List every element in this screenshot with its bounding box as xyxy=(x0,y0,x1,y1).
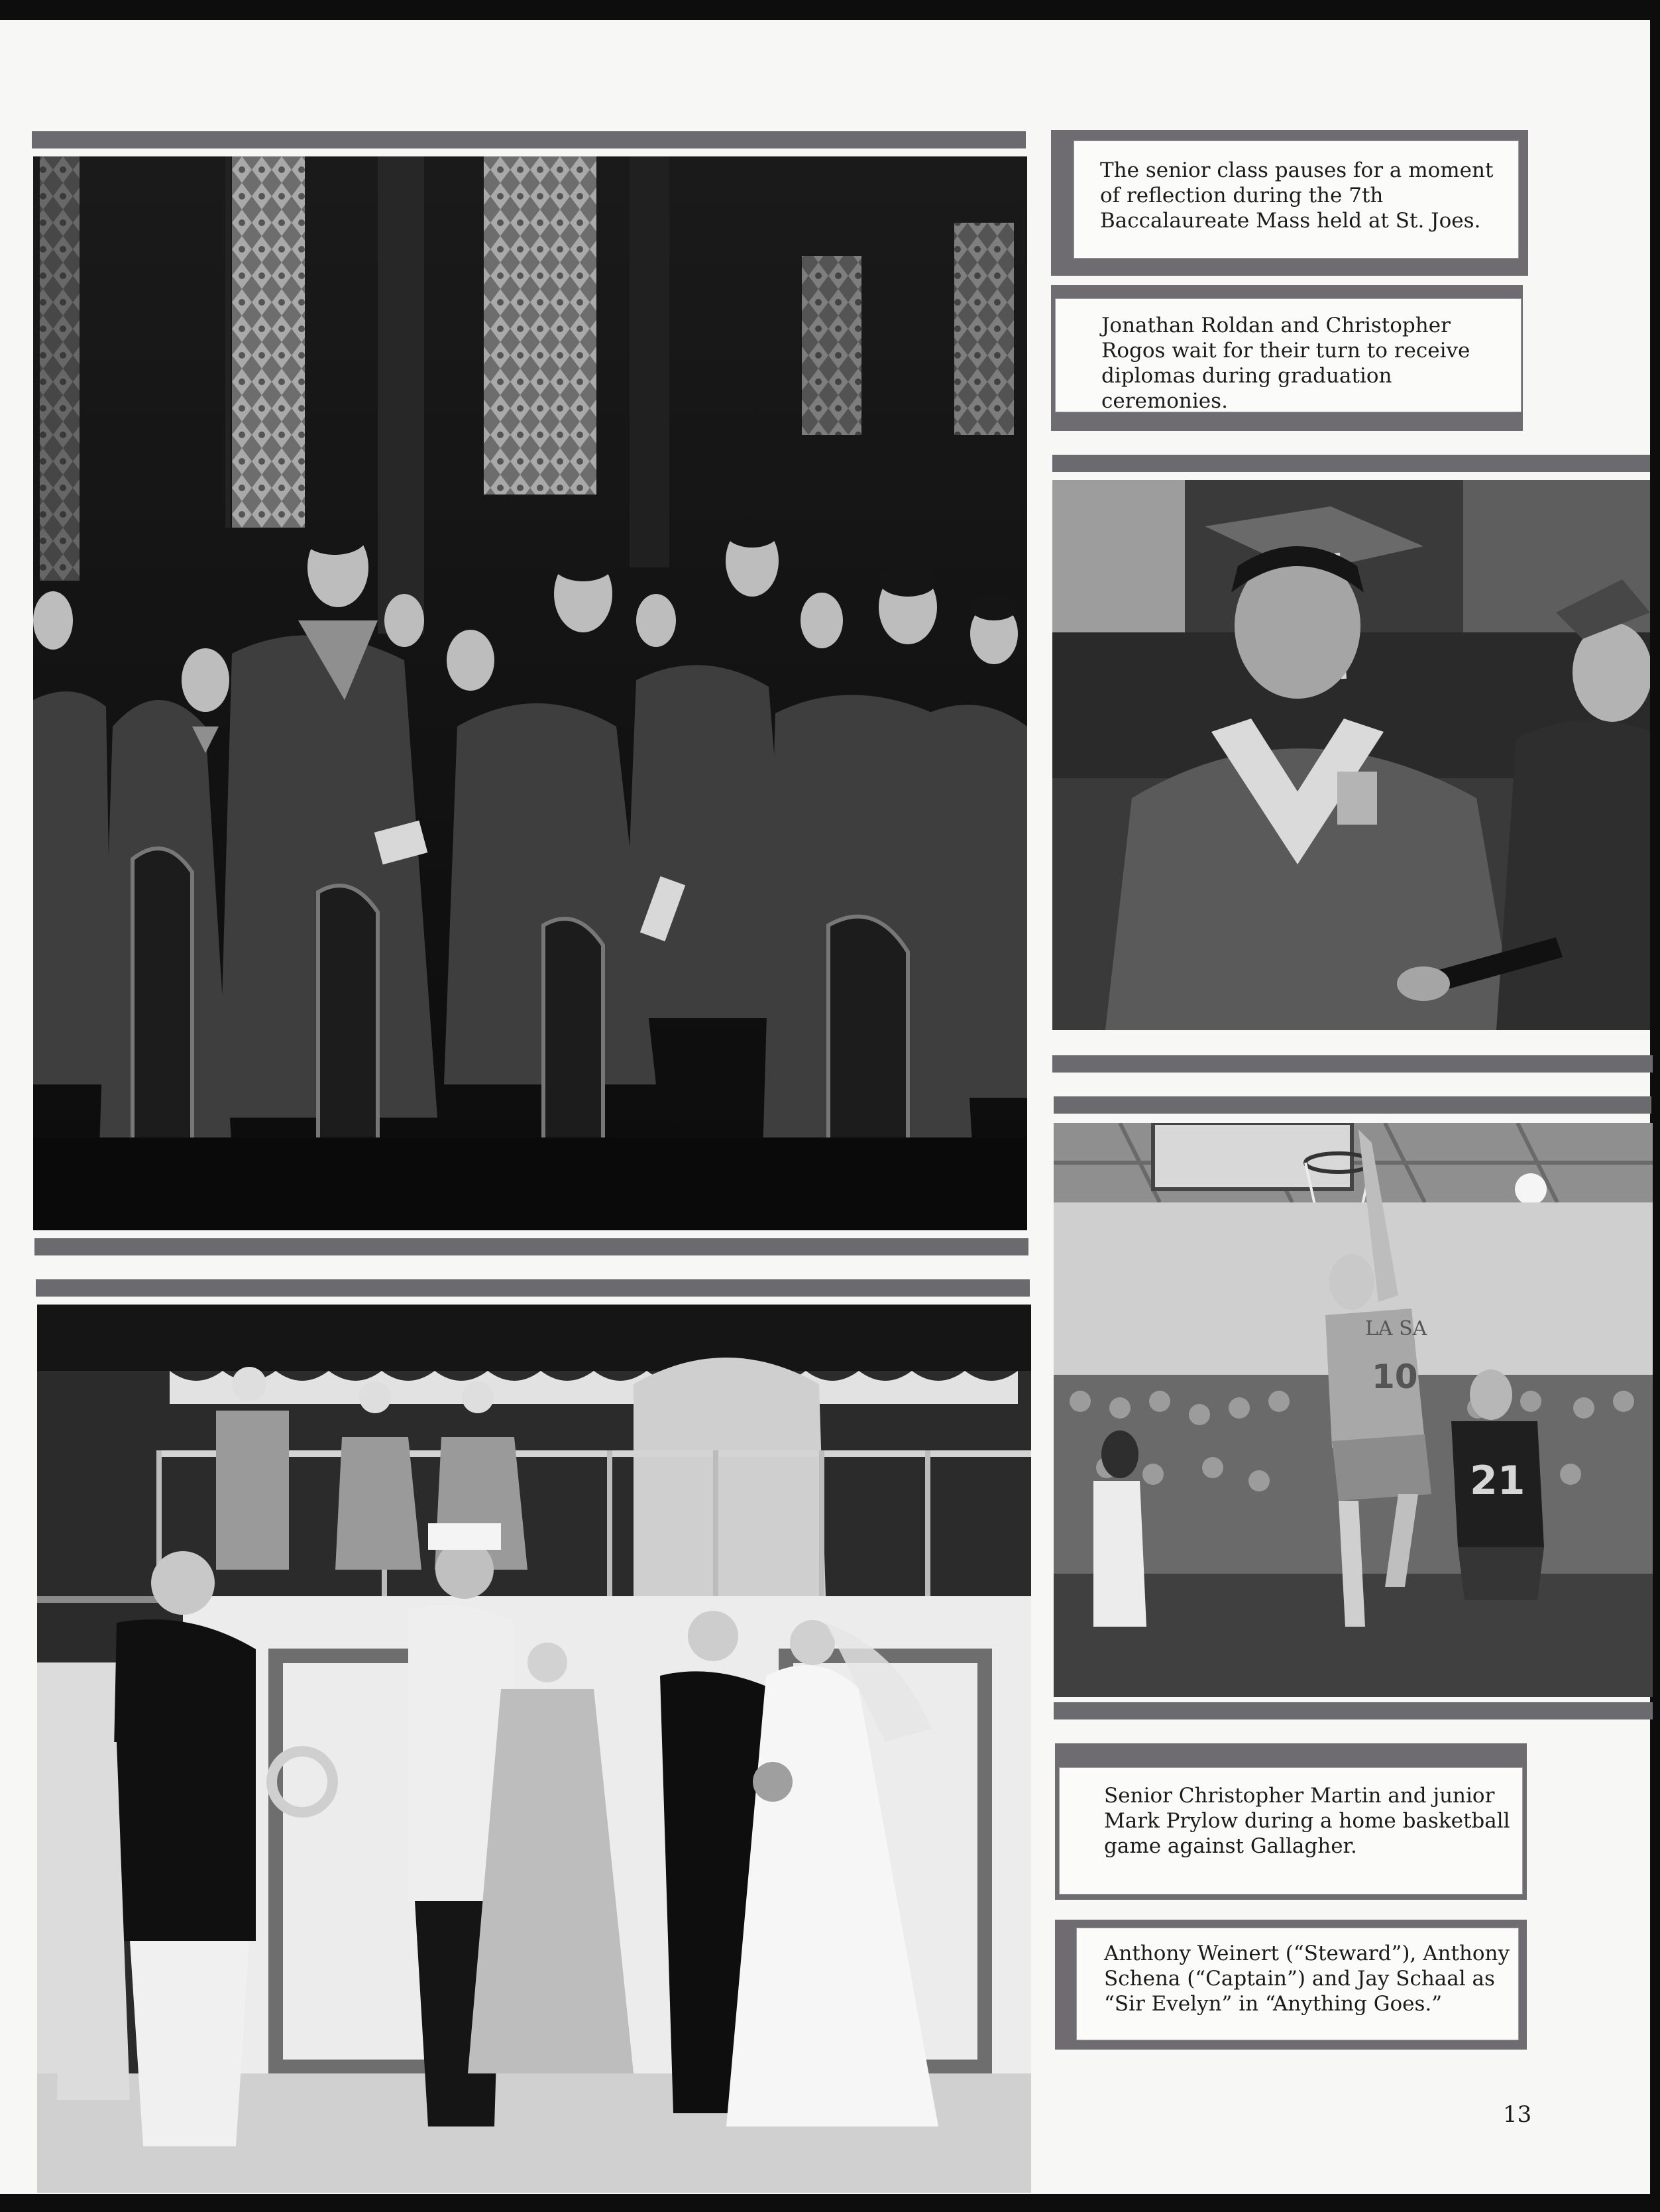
photo-rule-top xyxy=(1054,1096,1651,1114)
photo-rule-bottom xyxy=(34,1238,1028,1255)
anything-goes-photo xyxy=(37,1305,1031,2193)
photo-rule-bottom xyxy=(1054,1702,1653,1719)
baccalaureate-photo xyxy=(33,156,1027,1230)
caption-anything-goes: Anthony Weinert (“Steward”), Anthony Schena (“Captain”) and Jay Schaal as “Sir Evelyn” in “Anything Goes.” xyxy=(1104,1942,1510,2016)
jersey-number: 21 xyxy=(1470,1458,1525,1504)
yearbook-page xyxy=(0,20,1650,2194)
caption-diplomas: Jonathan Roldan and Christopher Rogos wait for their turn to receive diplomas during graduation ceremonies. xyxy=(1101,314,1470,413)
caption-basketball: Senior Christopher Martin and junior Mark Prylow during a home basketball game against Gallagher. xyxy=(1104,1784,1510,1858)
jersey-number: 10 xyxy=(1372,1358,1418,1396)
page-number: 13 xyxy=(1503,2101,1532,2128)
photo-rule-top xyxy=(1052,455,1650,472)
jersey-lettering: LA SA xyxy=(1365,1317,1427,1340)
basketball-photo xyxy=(1054,1123,1653,1697)
photo-rule-bottom xyxy=(1052,1055,1653,1073)
photo-rule-top xyxy=(36,1279,1030,1297)
caption-baccalaureate: The senior class pauses for a moment of reflection during the 7th Baccalaureate Mass held at St. Joes. xyxy=(1100,158,1494,233)
photo-rule-top xyxy=(32,131,1026,148)
graduation-photo xyxy=(1052,480,1650,1030)
